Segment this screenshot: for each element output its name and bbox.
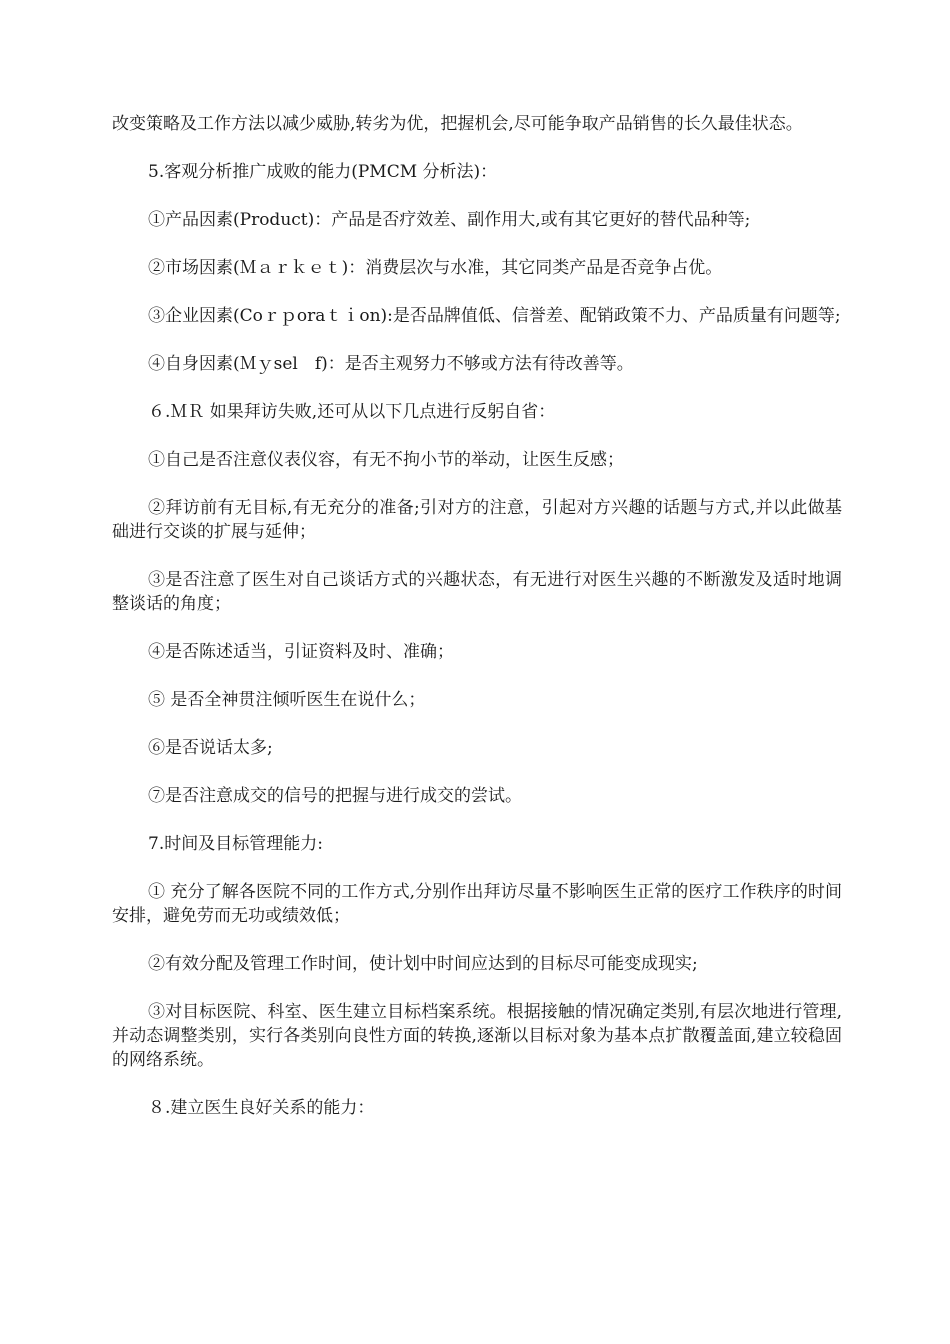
list-item-interest-state: ③是否注意了医生对自己谈话方式的兴趣状态，有无进行对医生兴趣的不断激发及适时地调整谈话的角度； bbox=[112, 570, 842, 614]
list-item-listening: ⑤ 是否全神贯注倾听医生在说什么； bbox=[148, 690, 426, 710]
heading-section-8: ８.建立医生良好关系的能力： bbox=[148, 1098, 375, 1118]
list-item-corporation-factor: ③企业因素(Coｒｐoraｔｉon):是否品牌值低、信誉差、配销政策不力、产品质量有问题等; bbox=[148, 306, 841, 326]
list-item-closing-signals: ⑦是否注意成交的信号的把握与进行成交的尝试。 bbox=[148, 786, 522, 806]
document-body bbox=[112, 112, 842, 1144]
paragraph-intro-continuation: 改变策略及工作方法以减少威胁,转劣为优，把握机会,尽可能争取产品销售的长久最佳状态。 bbox=[112, 114, 803, 134]
list-item-product-factor: ①产品因素(Product)：产品是否疗效差、副作用大,或有其它更好的替代品种等; bbox=[148, 210, 751, 230]
list-item-myself-factor: ④自身因素(Ｍｙsel f)：是否主观努力不够或方法有待改善等。 bbox=[148, 354, 634, 374]
list-item-target-archive: ③对目标医院、科室、医生建立目标档案系统。根据接触的情况确定类别,有层次地进行管理,并动态调整类别，实行各类别向良性方面的转换,逐渐以目标对象为基本点扩散覆盖面,建立较稳固的网络系统。 bbox=[112, 1002, 842, 1070]
list-item-hospital-schedules: ① 充分了解各医院不同的工作方式,分别作出拜访尽量不影响医生正常的医疗工作秩序的时间安排，避免劳而无功或绩效低； bbox=[112, 882, 842, 926]
list-item-talking-too-much: ⑥是否说话太多; bbox=[148, 738, 273, 758]
list-item-market-factor: ②市场因素(Ｍａｒｋｅｔ)：消费层次与水准，其它同类产品是否竞争占优。 bbox=[148, 258, 723, 278]
list-item-time-allocation: ②有效分配及管理工作时间，使计划中时间应达到的目标尽可能变成现实; bbox=[148, 954, 698, 974]
list-item-appearance: ①自己是否注意仪表仪容，有无不拘小节的举动，让医生反感； bbox=[148, 450, 624, 470]
list-item-presentation: ④是否陈述适当，引证资料及时、准确； bbox=[148, 642, 454, 662]
heading-section-6: ６.ＭＲ 如果拜访失败,还可从以下几点进行反躬自省： bbox=[148, 402, 556, 422]
heading-section-7: 7.时间及目标管理能力: bbox=[148, 834, 323, 854]
list-item-preparation: ②拜访前有无目标,有无充分的准备;引对方的注意，引起对方兴趣的话题与方式,并以此做基础进行交谈的扩展与延伸； bbox=[112, 498, 842, 542]
heading-section-5: 5.客观分析推广成败的能力(PMCM 分析法)： bbox=[148, 162, 498, 182]
